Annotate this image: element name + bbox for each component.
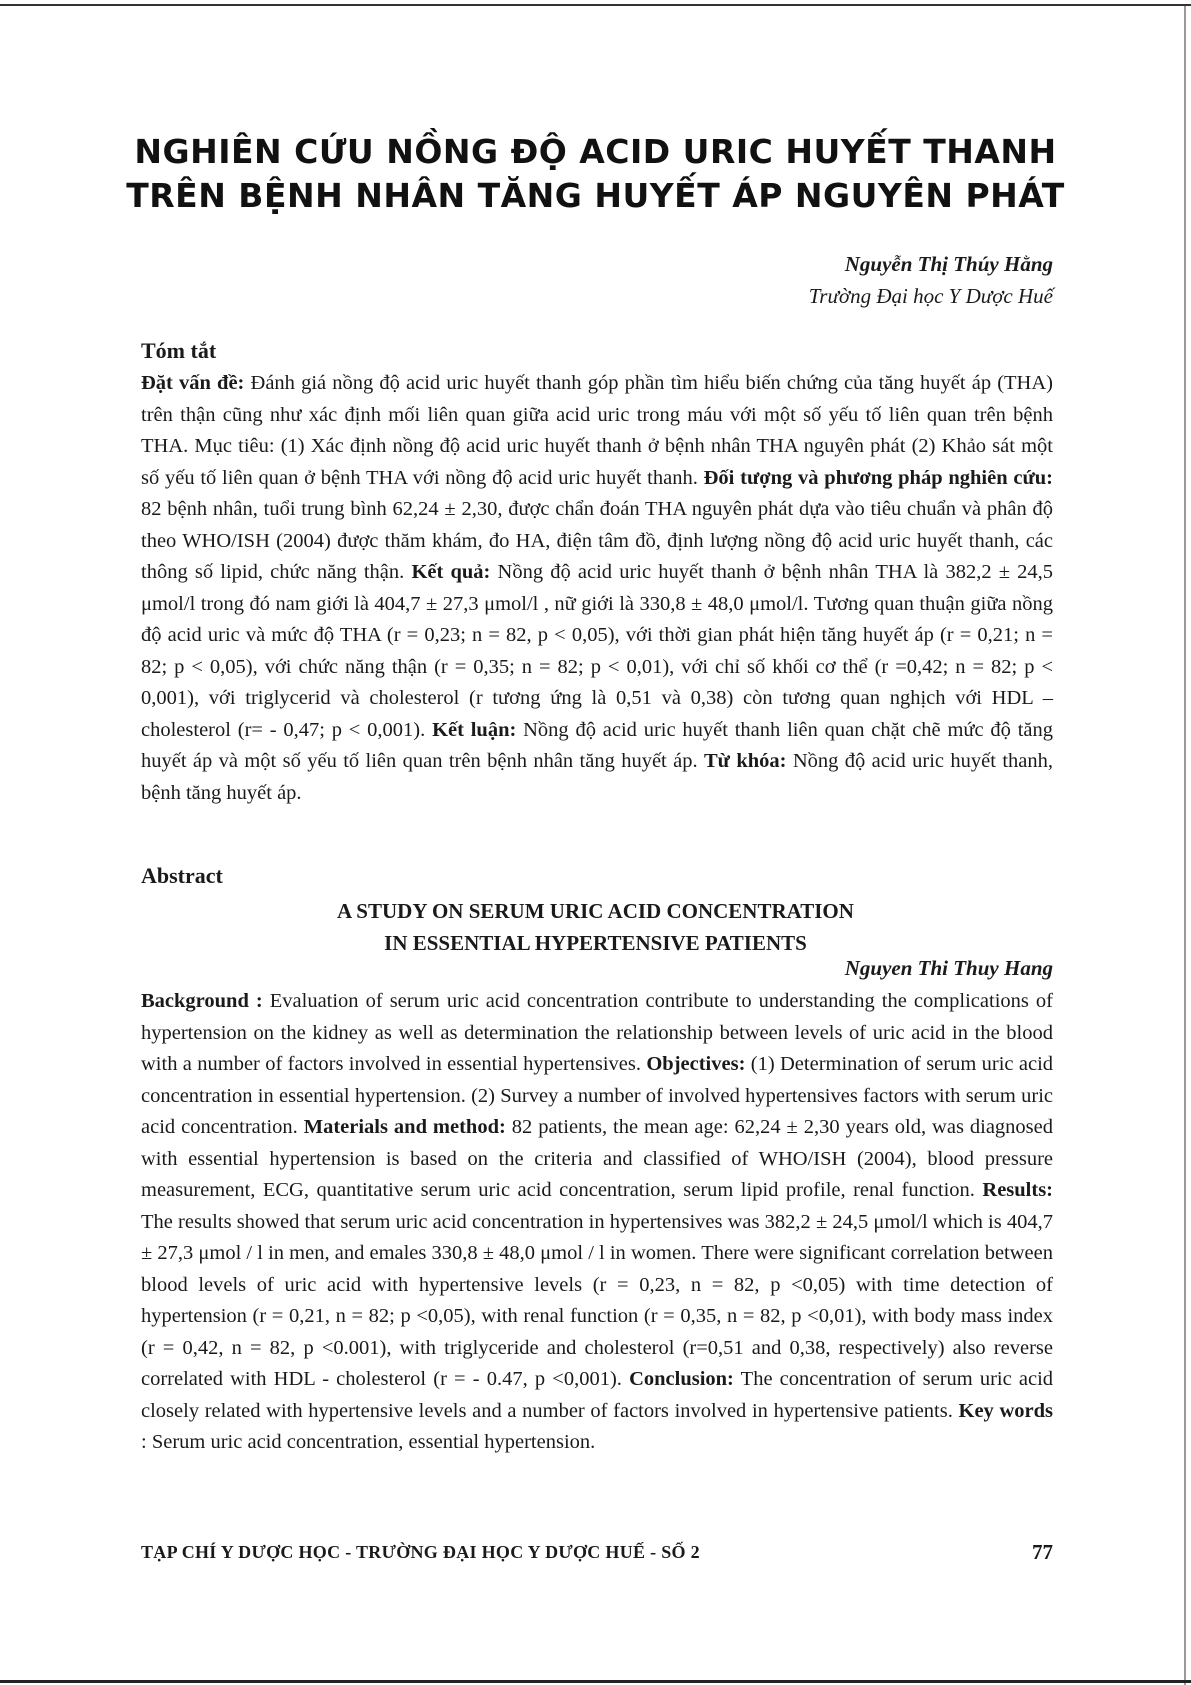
author-block [809,248,1053,312]
top-border [0,4,1191,6]
abstract-objectives-label: Objectives: [646,1053,746,1075]
abstract-conclusion-label: Conclusion: [629,1368,734,1390]
author-affiliation: Trường Đại học Y Dược Huế [808,284,1053,308]
right-border [1184,6,1186,1685]
english-author: Nguyen Thi Thuy Hang [844,956,1053,980]
abstract-objectives-text: (1) Determination of serum uric acid concentration in essential hypertension. (2) Survey a number of involved hypertensives factors with serum uric acid concentration. [141,1053,1054,1138]
paper-title-line-2: TRÊN BỆNH NHÂN TĂNG HUYẾT ÁP NGUYÊN PHÁT [126,176,1065,215]
page-number: 77 [1032,1540,1053,1564]
abstract-results-label: Results: [982,1179,1053,1201]
bottom-border [0,1680,1191,1683]
abstract-heading: Abstract [141,863,223,888]
summary-methods-text: 82 bệnh nhân, tuổi trung bình 62,24 ± 2,30, được chẩn đoán THA nguyên phát dựa vào tiêu chuẩn và phân độ theo WHO/ISH (2004) được thăm khám, đo HA, điện tâm đồ, định lượng nồng độ acid uric huyết thanh, các thông số lipid, chức năng thận. [141,498,1053,583]
summary-conclusion-label: Kết luận: [432,718,517,741]
summary-conclusion-text: Nồng độ acid uric huyết thanh liên quan chặt chẽ mức độ tăng huyết áp và một số yếu tố liên quan trên bệnh nhân tăng huyết áp. [141,718,1054,772]
summary-keywords-label: Từ khóa: [703,750,787,772]
abstract-background-text: Evaluation of serum uric acid concentration contribute to understanding the complications of hypertension on the kidney as well as determination the relationship between levels of uric acid in the blood with a number of factors involved in essential hypertensives. [141,990,1053,1075]
english-title-line-1: A STUDY ON SERUM URIC ACID CONCENTRATION [337,899,854,923]
summary-methods-label: Đối tượng và phương pháp nghiên cứu: [703,466,1053,489]
english-title [0,895,1191,959]
paper-title [0,130,1191,218]
summary-heading: Tóm tắt [141,338,217,363]
summary-keywords-text: Nồng độ acid uric huyết thanh, bệnh tăng huyết áp. [141,750,1053,804]
abstract-keywords-label: Key words [958,1399,1053,1422]
english-title-line-2: IN ESSENTIAL HYPERTENSIVE PATIENTS [384,931,807,955]
abstract-methods-label: Materials and method: [303,1116,506,1138]
abstract-background-label: Background : [141,990,263,1012]
author-name: Nguyễn Thị Thúy Hằng [844,252,1053,276]
paper-title-line-1: NGHIÊN CỨU NỒNG ĐỘ ACID URIC HUYẾT THANH [134,132,1057,171]
abstract-conclusion-text: The concentration of serum uric acid closely related with hypertensive levels and a number of factors involved in hypertensive patients. [141,1368,1054,1422]
abstract-methods-text: 82 patients, the mean age: 62,24 ± 2,30 years old, was diagnosed with essential hypertension is based on the criteria and classified of WHO/ISH (2004), blood pressure measurement, ECG, quantitative serum uric acid concentration, serum lipid profile, renal function. [141,1116,1053,1201]
abstract-keywords-text: : Serum uric acid concentration, essential hypertension. [141,1431,596,1453]
summary-background-label: Đặt vấn đề: [141,372,245,394]
summary-paragraph [141,368,1053,809]
journal-footer: TẠP CHÍ Y DƯỢC HỌC - TRƯỜNG ĐẠI HỌC Y DƯỢC HUẾ - SỐ 2 [141,1542,700,1562]
abstract-results-text: The results showed that serum uric acid concentration in hypertensives was 382,2 ± 24,5 μmol/l which is 404,7 ± 27,3 μmol / l in men, and emales 330,8 ± 48,0 μmol / l in women. There were significant correlation between blood levels of uric acid with hypertensive levels (r = 0,23, n = 82, p <0,05) with time detection of hypertension (r = 0,21, n = 82; p <0,05), with renal function (r = 0,35, n = 82, p <0,01), with body mass index (r = 0,42, n = 82, p <0.001), with triglyceride and cholesterol (r=0,51 and 0,38, respectively) also reverse correlated with HDL - cholesterol (r = - 0.47, p <0,001). [141,1210,1053,1390]
summary-results-text: Nồng độ acid uric huyết thanh ở bệnh nhân THA là 382,2 ± 24,5 μmol/l trong đó nam giới là 404,7 ± 27,3 μmol/l , nữ giới là 330,8 ± 48,0 μmol/l. Tương quan thuận giữa nồng độ acid uric và mức độ THA (r = 0,23; n = 82, p < 0,05), với thời gian phát hiện tăng huyết áp (r = 0,21; n = 82; p < 0,05), với chức năng thận (r = 0,35; n = 82; p < 0,01), với chỉ số khối cơ thể (r =0,42; n = 82; p < 0,001), với triglycerid và cholesterol (r tương ứng là 0,51 và 0,38) còn tương quan nghịch với HDL – cholesterol (r= - 0,47; p < 0,001). [141,561,1054,741]
abstract-paragraph [141,986,1053,1459]
summary-background-text: Đánh giá nồng độ acid uric huyết thanh góp phần tìm hiểu biến chứng của tăng huyết áp (THA) trên thận cũng như xác định mối liên quan giữa acid uric trong máu với một số yếu tố liên quan trên bệnh THA. Mục tiêu: (1) Xác định nồng độ acid uric huyết thanh ở bệnh nhân THA nguyên phát (2) Khảo sát một số yếu tố liên quan ở bệnh THA với nồng độ acid uric huyết thanh. [141,372,1053,489]
summary-results-label: Kết quả: [411,561,491,583]
